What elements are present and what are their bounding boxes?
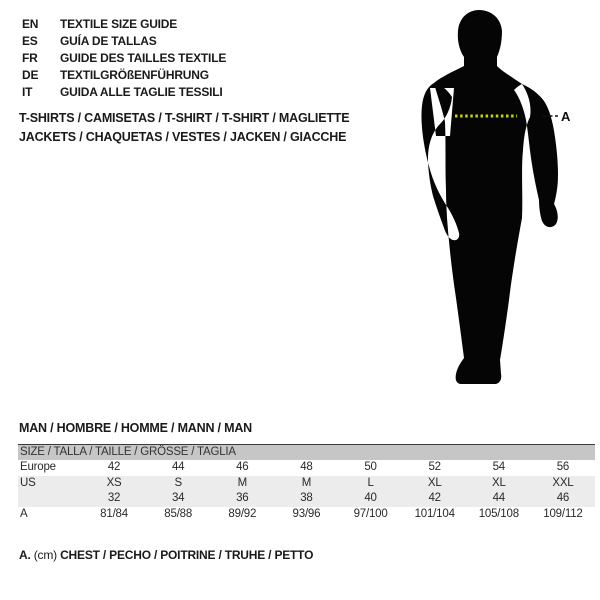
size-cell: XL: [427, 476, 442, 489]
size-table: [18, 444, 595, 522]
size-cell: 46: [236, 461, 249, 473]
size-table-body: [18, 460, 595, 522]
language-label: TEXTILGRÖßENFÜHRUNG: [60, 68, 209, 82]
size-cell: M: [301, 476, 312, 489]
size-cell: 97/100: [353, 507, 388, 520]
size-cell: 44: [171, 461, 185, 473]
footnote-key: A.: [19, 548, 31, 562]
size-cell: 42: [428, 492, 441, 504]
size-cell: 44: [492, 492, 506, 504]
size-cell: 52: [428, 461, 441, 473]
size-cell: 42: [107, 461, 121, 473]
language-code: IT: [22, 85, 33, 99]
measure-label-a: A: [561, 109, 571, 124]
language-code: FR: [22, 51, 38, 65]
size-cell: XS: [106, 476, 122, 489]
size-cell: 81/84: [100, 507, 128, 520]
size-cell: 48: [300, 461, 313, 473]
footnote: [19, 548, 313, 562]
size-cell: L: [367, 476, 374, 489]
size-cell: 56: [556, 461, 570, 473]
language-label: TEXTILE SIZE GUIDE: [60, 17, 178, 31]
size-cell: XL: [491, 476, 506, 489]
size-cell: 50: [364, 461, 377, 473]
category-line: JACKETS / CHAQUETAS / VESTES / JACKEN / GIACCHE: [19, 130, 347, 144]
man-silhouette-figure: [388, 0, 600, 400]
language-label: GUÍA DE TALLAS: [60, 34, 157, 48]
size-row: [18, 491, 595, 507]
language-code: DE: [22, 68, 39, 82]
language-code: ES: [22, 34, 38, 48]
row-label: [18, 491, 82, 507]
size-cell: 105/108: [478, 507, 519, 520]
language-block: [22, 16, 226, 101]
size-cell: 93/96: [292, 507, 321, 520]
size-cell: 109/112: [543, 507, 583, 520]
size-cell: 101/104: [414, 507, 455, 520]
size-row: [18, 507, 595, 523]
language-row: [22, 16, 226, 33]
section-title: MAN / HOMBRE / HOMME / MANN / MAN: [19, 421, 252, 435]
size-row: [18, 460, 595, 476]
size-cell: 46: [556, 492, 570, 504]
size-cell: 85/88: [164, 507, 193, 520]
size-cell: 89/92: [228, 507, 257, 520]
category-block: [19, 109, 349, 147]
language-row: [22, 33, 226, 50]
size-cell: M: [237, 476, 247, 489]
language-row: [22, 84, 226, 101]
size-cell: 36: [236, 492, 249, 504]
language-row: [22, 50, 226, 67]
language-label: GUIDA ALLE TAGLIE TESSILI: [60, 85, 223, 99]
size-cell: 32: [107, 492, 121, 504]
language-label: GUIDE DES TAILLES TEXTILE: [60, 51, 227, 65]
size-cell: 54: [492, 461, 506, 473]
size-cell: S: [174, 476, 182, 489]
size-table-header: SIZE / TALLA / TAILLE / GRÖSSE / TAGLIA: [18, 445, 595, 461]
footnote-unit: (cm): [33, 548, 57, 562]
man-silhouette: [421, 10, 558, 384]
size-table-header-row: [18, 445, 595, 461]
size-cell: XXL: [552, 476, 574, 489]
language-code: EN: [22, 17, 39, 31]
language-row: [22, 67, 226, 84]
size-cell: 38: [300, 492, 313, 504]
row-label: US: [20, 476, 36, 489]
category-line: T-SHIRTS / CAMISETAS / T-SHIRT / T-SHIRT / MAGLIETTE: [19, 111, 350, 125]
row-label: Europe: [20, 461, 56, 473]
size-cell: 34: [171, 492, 185, 504]
size-row: [18, 476, 595, 492]
footnote-text: CHEST / PECHO / POITRINE / TRUHE / PETTO: [60, 548, 314, 562]
row-label: A: [20, 507, 28, 520]
size-cell: 40: [364, 492, 377, 504]
